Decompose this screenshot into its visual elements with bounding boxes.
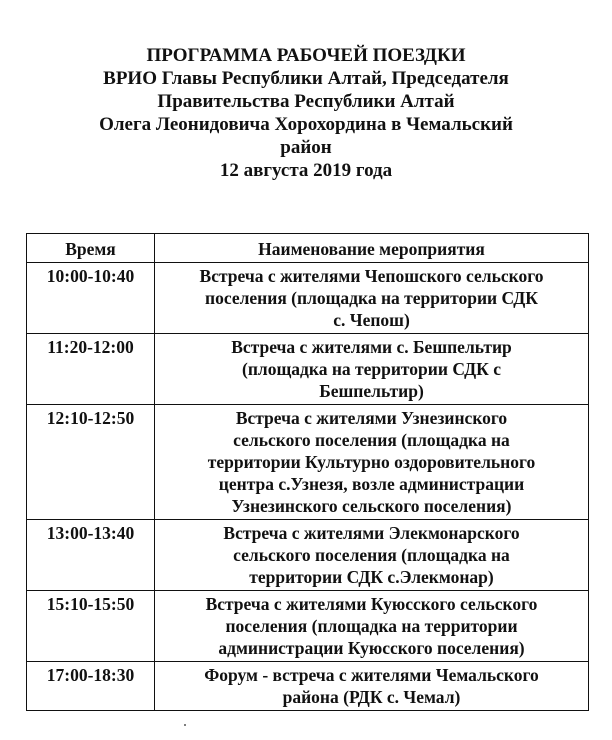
event-line: территории СДК с.Элекмонар) — [249, 567, 494, 587]
scan-speck — [184, 724, 186, 726]
row-event — [155, 405, 589, 520]
row-time: 12:10-12:50 — [27, 405, 155, 520]
event-line: Форум - встреча с жителями Чемальского — [204, 665, 539, 685]
table-row — [27, 591, 589, 662]
table-row — [27, 662, 589, 711]
row-event — [155, 263, 589, 334]
row-time: 13:00-13:40 — [27, 520, 155, 591]
row-event — [155, 334, 589, 405]
event-line: сельского поселения (площадка на — [233, 430, 510, 450]
title-line-1: ПРОГРАММА РАБОЧЕЙ ПОЕЗДКИ — [146, 45, 466, 66]
column-header-event: Наименование мероприятия — [155, 234, 589, 263]
title-line-4: Олега Леонидовича Хорохордина в Чемальский — [99, 114, 513, 135]
row-time: 11:20-12:00 — [27, 334, 155, 405]
event-line: Встреча с жителями Чепошского сельского — [199, 266, 544, 286]
event-line: администрации Куюсского поселения) — [218, 638, 525, 658]
event-line: с. Чепош) — [333, 310, 410, 330]
event-line: Бешпельтир) — [319, 381, 424, 401]
event-line: сельского поселения (площадка на — [233, 545, 510, 565]
row-event — [155, 662, 589, 711]
row-time: 15:10-15:50 — [27, 591, 155, 662]
table-row — [27, 405, 589, 520]
event-line: поселения (площадка на территории — [225, 616, 518, 636]
document-date: 12 августа 2019 года — [219, 160, 393, 181]
document-title — [0, 44, 612, 182]
table-row — [27, 334, 589, 405]
title-line-3: Правительства Республики Алтай — [157, 91, 455, 112]
row-event — [155, 591, 589, 662]
event-line: Встреча с жителями Узнезинского — [235, 408, 508, 428]
event-line: центра с.Узнезя, возле администрации — [218, 474, 525, 494]
event-line: (площадка на территории СДК с — [242, 359, 501, 379]
title-line-2: ВРИО Главы Республики Алтай, Председателя — [103, 68, 509, 89]
table-row — [27, 520, 589, 591]
row-event — [155, 520, 589, 591]
row-time: 10:00-10:40 — [27, 263, 155, 334]
event-line: района (РДК с. Чемал) — [282, 687, 461, 707]
event-line: поселения (площадка на территории СДК — [205, 288, 538, 308]
title-line-5: район — [280, 137, 332, 158]
event-line: Узнезинского сельского поселения) — [231, 496, 512, 516]
table-row — [27, 263, 589, 334]
event-line: Встреча с жителями Куюсского сельского — [205, 594, 538, 614]
event-line: Встреча с жителями с. Бешпельтир — [231, 337, 512, 357]
column-header-time: Время — [27, 234, 155, 263]
event-line: территории Культурно оздоровительного — [207, 452, 536, 472]
schedule-table — [26, 233, 589, 711]
table-header-row — [27, 234, 589, 263]
row-time: 17:00-18:30 — [27, 662, 155, 711]
event-line: Встреча с жителями Элекмонарского — [223, 523, 520, 543]
